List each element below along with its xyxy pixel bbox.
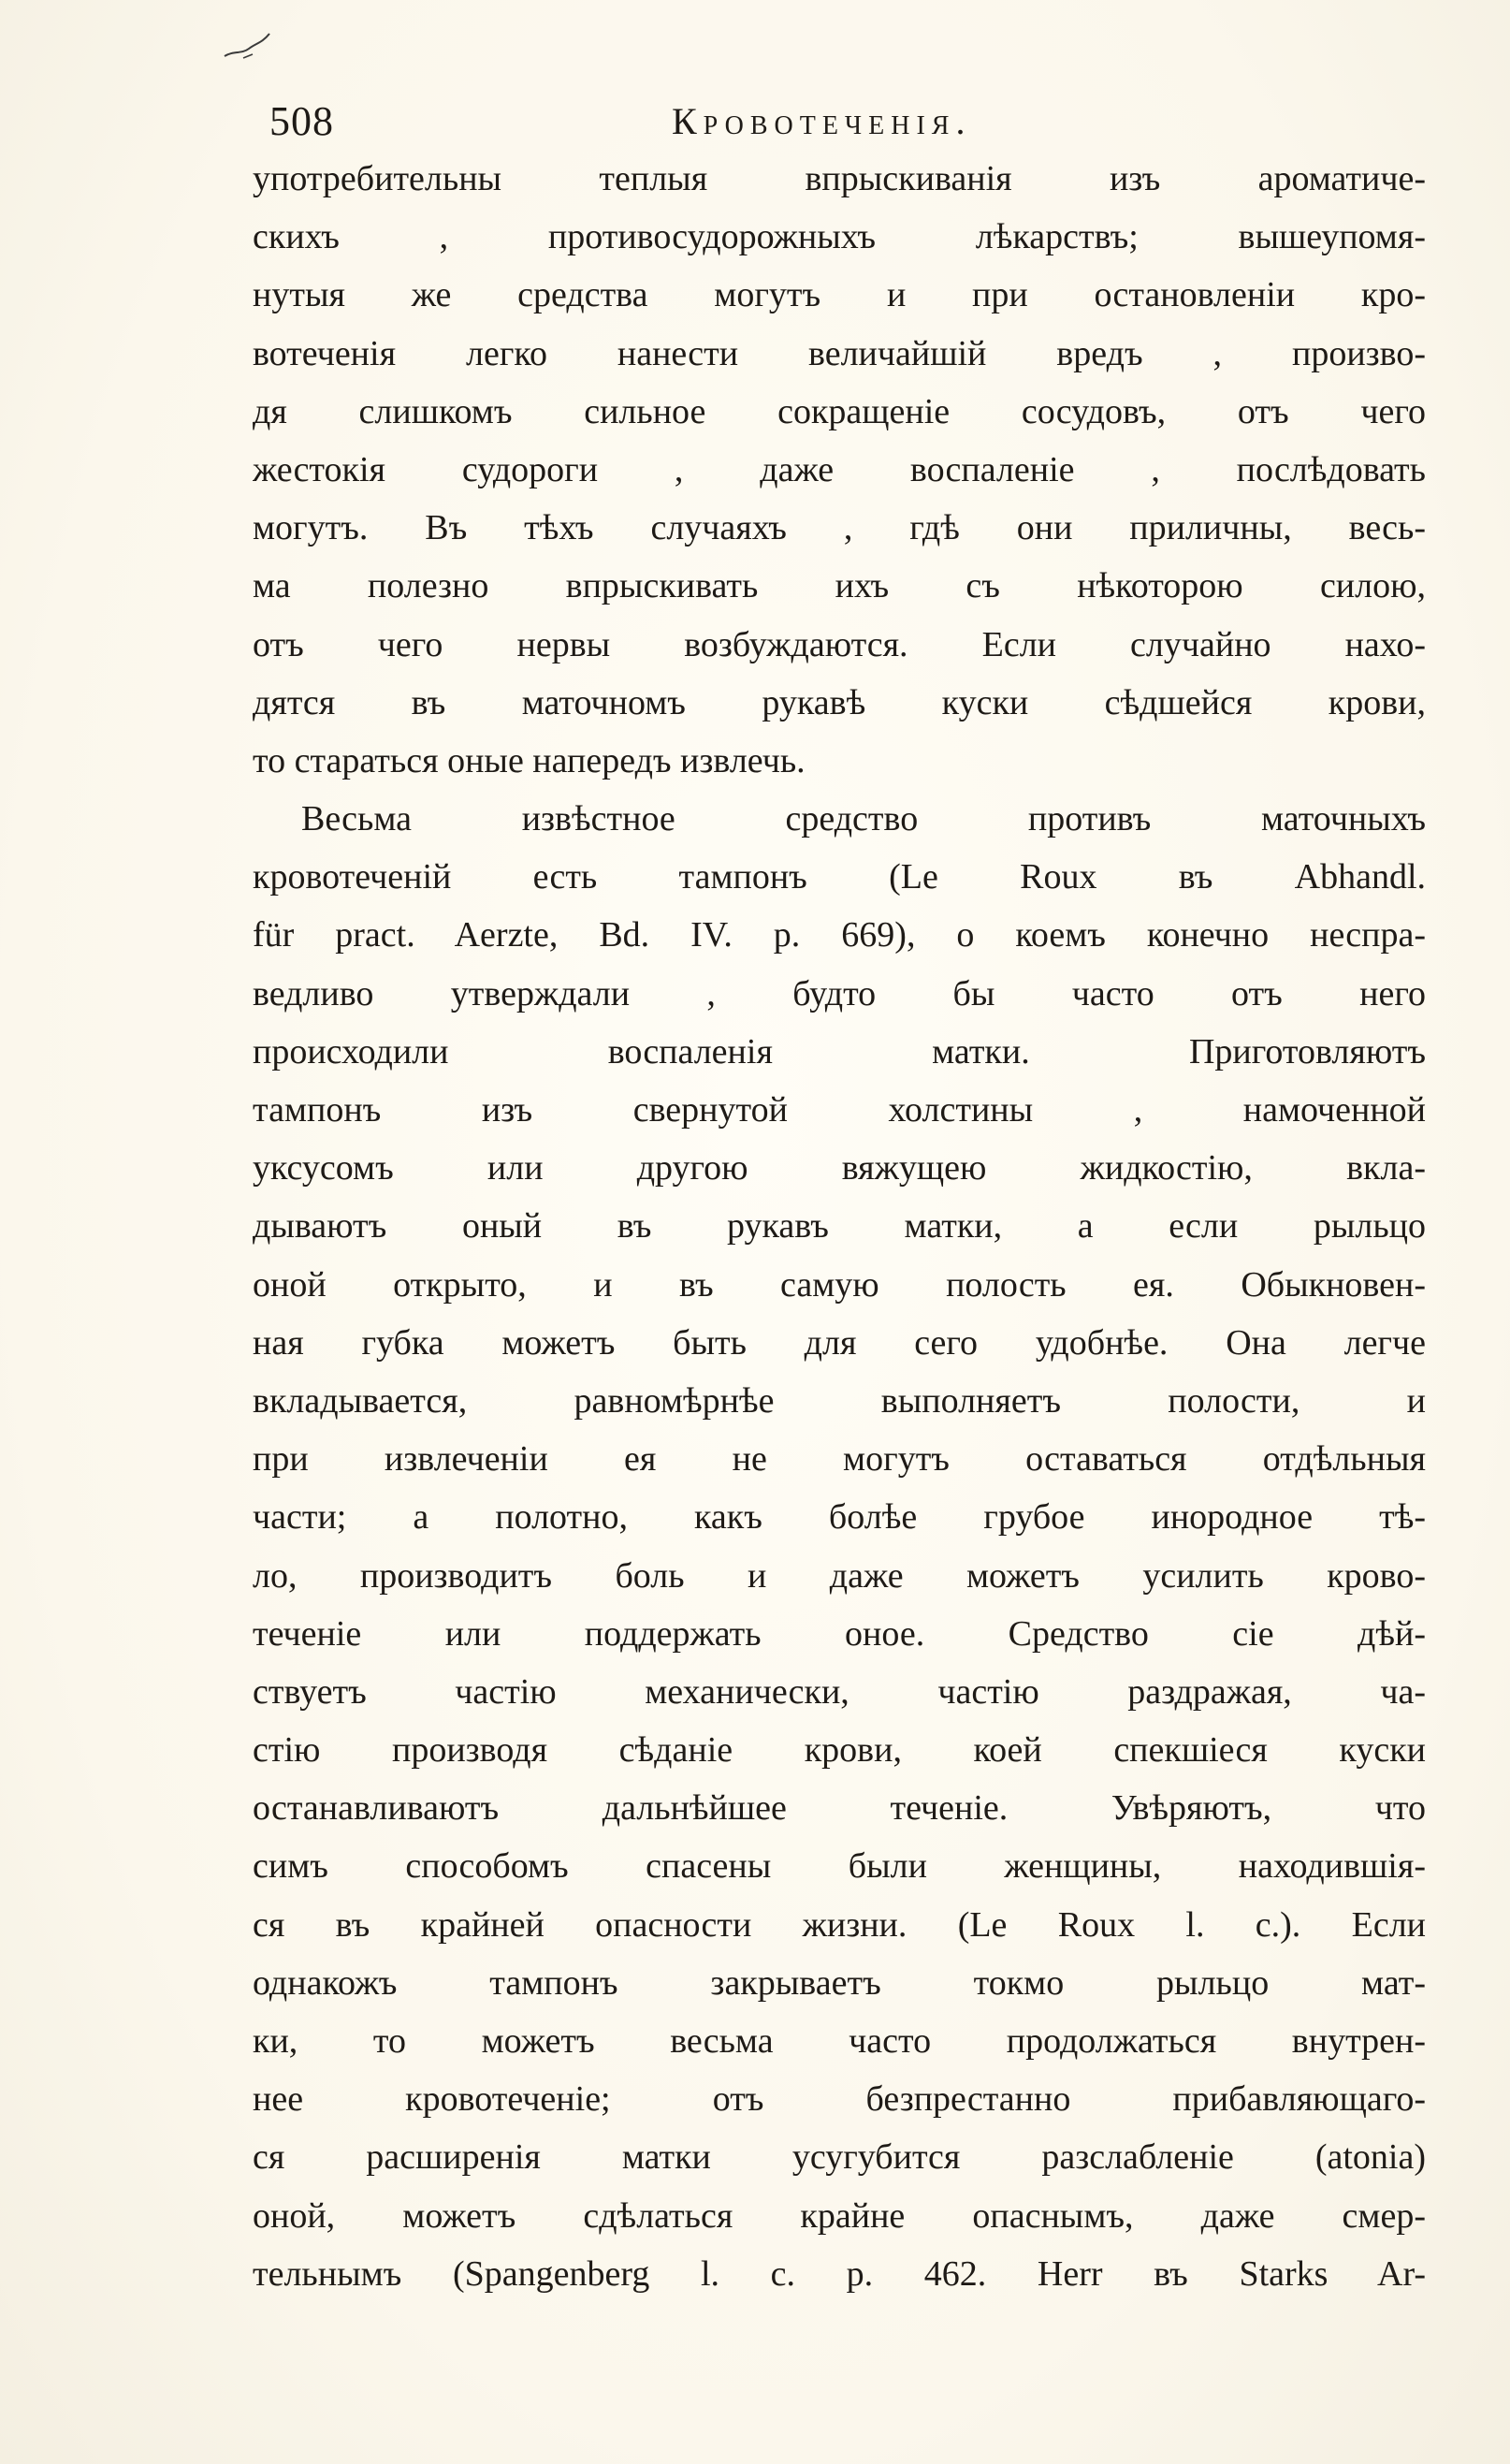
text-line: нее кровотеченіе; отъ безпрестанно прибавляющаго-: [253, 2079, 1426, 2120]
text-line: дятся въ маточномъ рукавѣ куски сѣдшейся крови,: [253, 682, 1426, 722]
body-text: [253, 150, 1426, 2303]
text-line: при извлеченіи ея не могутъ оставаться отдѣльныя: [253, 1439, 1426, 1480]
text-line: вкладывается, равномѣрнѣе выполняетъ полости, и: [253, 1380, 1426, 1421]
text-line: могутъ. Въ тѣхъ случаяхъ , гдѣ они приличны, весь-: [253, 508, 1426, 548]
text-line: теченіе или поддержать оное. Средство сіе дѣй-: [253, 1613, 1426, 1654]
text-line: ся въ крайней опасности жизни. (Le Roux l. c.). Если: [253, 1904, 1426, 1945]
paragraph-1: [253, 150, 1426, 790]
text-line: кровотеченій есть тампонъ (Le Roux въ Abhandl.: [253, 857, 1426, 897]
text-line: Весьма извѣстное средство противъ маточныхъ: [301, 799, 1426, 839]
text-line: происходили воспаленія матки. Приготовляютъ: [253, 1031, 1426, 1072]
text-line: für pract. Aerzte, Bd. IV. p. 669), о коемъ конечно неспра-: [253, 915, 1426, 955]
text-line: стію производя сѣданіе крови, коей спекшіеся куски: [253, 1730, 1426, 1771]
text-line: дя слишкомъ сильное сокращеніе сосудовъ, отъ чего: [253, 391, 1426, 431]
text-line: тампонъ изъ свернутой холстины , намоченной: [253, 1090, 1426, 1130]
text-line: части; а полотно, какъ болѣе грубое инородное тѣ-: [253, 1497, 1426, 1538]
text-line: отъ чего нервы возбуждаются. Если случайно нахо-: [253, 624, 1426, 664]
paragraph-2: [253, 790, 1426, 2303]
text-line: ма полезно впрыскивать ихъ съ нѣкоторою силою,: [253, 566, 1426, 606]
text-line: ло, производитъ боль и даже можетъ усилить крово-: [253, 1555, 1426, 1596]
text-line: дываютъ оный въ рукавъ матки, а если рыльцо: [253, 1206, 1426, 1247]
text-line: ведливо утверждали , будто бы часто отъ него: [253, 973, 1426, 1013]
text-line: вотеченія легко нанести величайшій вредъ , произво-: [253, 333, 1426, 373]
text-line: ки, то можетъ весьма часто продолжаться внутрен-: [253, 2021, 1426, 2061]
text-line: однакожъ тампонъ закрываетъ токмо рыльцо мат-: [253, 1962, 1426, 2003]
text-line: оной открыто, и въ самую полость ея. Обыкновен-: [253, 1264, 1426, 1305]
text-line: тельнымъ (Spangenberg l. c. p. 462. Herr въ Starks Ar-: [253, 2253, 1426, 2294]
text-line: ствуетъ частію механически, частію раздражая, ча-: [253, 1671, 1426, 1712]
page-number: 508: [269, 98, 334, 144]
page-header: [269, 94, 1426, 150]
text-line: жестокія судороги , даже воспаленіе , послѣдовать: [253, 449, 1426, 489]
text-line: останавливаютъ дальнѣйшее теченіе. Увѣряютъ, что: [253, 1788, 1426, 1829]
text-line: то стараться оные напередъ извлечь.: [253, 740, 806, 780]
text-line: ная губка можетъ быть для сего удобнѣе. Она легче: [253, 1322, 1426, 1363]
running-head: Кровотеченія.: [672, 100, 972, 142]
text-line: оной, можетъ сдѣлаться крайне опаснымъ, даже смер-: [253, 2195, 1426, 2236]
text-line: скихъ , противосудорожныхъ лѣкарствъ; вышеупомя-: [253, 217, 1426, 257]
text-line: употребительны теплыя впрыскиванія изъ ароматиче-: [253, 159, 1426, 198]
text-line: уксусомъ или другою вяжущею жидкостію, вкла-: [253, 1148, 1426, 1188]
text-line: ся расширенія матки усугубится разслабленіе (atonia): [253, 2137, 1426, 2178]
text-line: нутыя же средства могутъ и при остановленіи кро-: [253, 275, 1426, 315]
text-line: симъ способомъ спасены были женщины, находившія-: [253, 1846, 1426, 1887]
pencil-mark: [223, 30, 279, 67]
